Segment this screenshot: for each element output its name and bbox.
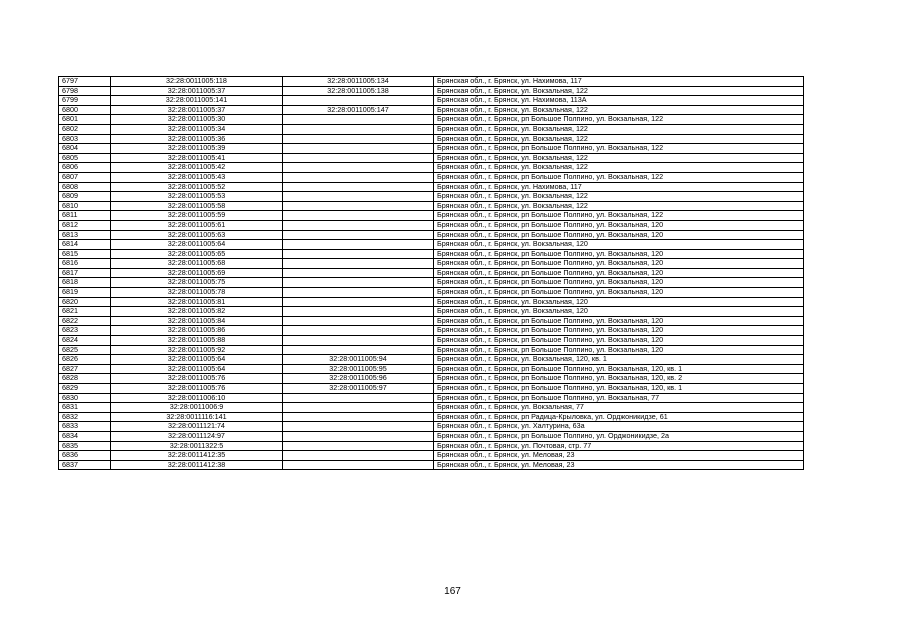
object-cadastral-number-cell (283, 220, 434, 230)
address-cell: Брянская обл., г. Брянск, рп Радица-Крыловка, ул. Орджоникидзе, 61 (434, 412, 804, 422)
table-row (59, 153, 804, 163)
table-row (59, 297, 804, 307)
row-number-cell: 6834 (59, 431, 111, 441)
row-number-cell: 6806 (59, 163, 111, 173)
table-row (59, 393, 804, 403)
parcel-cadastral-number-cell: 32:28:0011005:68 (111, 259, 283, 269)
table-row (59, 211, 804, 221)
row-number-cell: 6820 (59, 297, 111, 307)
address-cell: Брянская обл., г. Брянск, рп Большое Полпино, ул. Вокзальная, 120 (434, 259, 804, 269)
parcel-cadastral-number-cell: 32:28:0011005:76 (111, 384, 283, 394)
row-number-cell: 6800 (59, 105, 111, 115)
table-row (59, 431, 804, 441)
row-number-cell: 6804 (59, 144, 111, 154)
parcel-cadastral-number-cell: 32:28:0011005:42 (111, 163, 283, 173)
object-cadastral-number-cell: 32:28:0011005:94 (283, 355, 434, 365)
table-row (59, 201, 804, 211)
row-number-cell: 6824 (59, 336, 111, 346)
address-cell: Брянская обл., г. Брянск, рп Большое Полпино, ул. Вокзальная, 120 (434, 326, 804, 336)
table-body (59, 77, 804, 470)
table-row (59, 77, 804, 87)
row-number-cell: 6830 (59, 393, 111, 403)
address-cell: Брянская обл., г. Брянск, ул. Вокзальная, 77 (434, 403, 804, 413)
table-row (59, 288, 804, 298)
address-cell: Брянская обл., г. Брянск, ул. Халтурина, 63а (434, 422, 804, 432)
address-cell: Брянская обл., г. Брянск, рп Большое Полпино, ул. Вокзальная, 77 (434, 393, 804, 403)
table-row (59, 403, 804, 413)
row-number-cell: 6812 (59, 220, 111, 230)
object-cadastral-number-cell: 32:28:0011005:147 (283, 105, 434, 115)
table-row (59, 460, 804, 470)
parcel-cadastral-number-cell: 32:28:0011005:36 (111, 134, 283, 144)
object-cadastral-number-cell (283, 336, 434, 346)
parcel-cadastral-number-cell: 32:28:0011005:59 (111, 211, 283, 221)
parcel-cadastral-number-cell: 32:28:0011005:75 (111, 278, 283, 288)
table-row (59, 355, 804, 365)
object-cadastral-number-cell (283, 288, 434, 298)
table-row (59, 412, 804, 422)
object-cadastral-number-cell (283, 144, 434, 154)
parcel-cadastral-number-cell: 32:28:0011006:9 (111, 403, 283, 413)
object-cadastral-number-cell (283, 211, 434, 221)
table-row (59, 115, 804, 125)
object-cadastral-number-cell (283, 249, 434, 259)
row-number-cell: 6810 (59, 201, 111, 211)
table-row (59, 451, 804, 461)
object-cadastral-number-cell (283, 422, 434, 432)
object-cadastral-number-cell (283, 460, 434, 470)
address-cell: Брянская обл., г. Брянск, рп Большое Полпино, ул. Вокзальная, 120, кв. 1 (434, 384, 804, 394)
table-row (59, 163, 804, 173)
object-cadastral-number-cell (283, 431, 434, 441)
parcel-cadastral-number-cell: 32:28:0011005:88 (111, 336, 283, 346)
table-row (59, 134, 804, 144)
parcel-cadastral-number-cell: 32:28:0011005:30 (111, 115, 283, 125)
object-cadastral-number-cell (283, 96, 434, 106)
address-cell: Брянская обл., г. Брянск, рп Большое Полпино, ул. Вокзальная, 120 (434, 220, 804, 230)
parcel-cadastral-number-cell: 32:28:0011005:58 (111, 201, 283, 211)
object-cadastral-number-cell (283, 268, 434, 278)
parcel-cadastral-number-cell: 32:28:0011005:39 (111, 144, 283, 154)
parcel-cadastral-number-cell: 32:28:0011005:86 (111, 326, 283, 336)
address-cell: Брянская обл., г. Брянск, ул. Вокзальная, 122 (434, 192, 804, 202)
address-cell: Брянская обл., г. Брянск, ул. Вокзальная, 122 (434, 86, 804, 96)
parcel-cadastral-number-cell: 32:28:0011005:81 (111, 297, 283, 307)
row-number-cell: 6818 (59, 278, 111, 288)
table-row (59, 144, 804, 154)
row-number-cell: 6826 (59, 355, 111, 365)
object-cadastral-number-cell: 32:28:0011005:96 (283, 374, 434, 384)
row-number-cell: 6828 (59, 374, 111, 384)
table-row (59, 336, 804, 346)
row-number-cell: 6832 (59, 412, 111, 422)
address-cell: Брянская обл., г. Брянск, рп Большое Полпино, ул. Вокзальная, 122 (434, 172, 804, 182)
address-cell: Брянская обл., г. Брянск, рп Большое Полпино, ул. Вокзальная, 122 (434, 144, 804, 154)
address-cell: Брянская обл., г. Брянск, рп Большое Полпино, ул. Вокзальная, 122 (434, 211, 804, 221)
object-cadastral-number-cell (283, 192, 434, 202)
object-cadastral-number-cell: 32:28:0011005:97 (283, 384, 434, 394)
row-number-cell: 6805 (59, 153, 111, 163)
table-row (59, 326, 804, 336)
table-row (59, 374, 804, 384)
row-number-cell: 6807 (59, 172, 111, 182)
address-cell: Брянская обл., г. Брянск, ул. Вокзальная, 122 (434, 134, 804, 144)
object-cadastral-number-cell (283, 441, 434, 451)
address-cell: Брянская обл., г. Брянск, ул. Вокзальная, 120 (434, 297, 804, 307)
table-row (59, 249, 804, 259)
object-cadastral-number-cell (283, 240, 434, 250)
address-cell: Брянская обл., г. Брянск, рп Большое Полпино, ул. Вокзальная, 120 (434, 316, 804, 326)
row-number-cell: 6817 (59, 268, 111, 278)
address-cell: Брянская обл., г. Брянск, рп Большое Полпино, ул. Вокзальная, 122 (434, 115, 804, 125)
row-number-cell: 6815 (59, 249, 111, 259)
address-cell: Брянская обл., г. Брянск, ул. Вокзальная, 122 (434, 124, 804, 134)
object-cadastral-number-cell (283, 412, 434, 422)
address-cell: Брянская обл., г. Брянск, рп Большое Полпино, ул. Вокзальная, 120 (434, 345, 804, 355)
address-cell: Брянская обл., г. Брянск, рп Большое Полпино, ул. Вокзальная, 120 (434, 278, 804, 288)
row-number-cell: 6797 (59, 77, 111, 87)
table-row (59, 422, 804, 432)
table-row (59, 345, 804, 355)
object-cadastral-number-cell (283, 278, 434, 288)
address-cell: Брянская обл., г. Брянск, ул. Вокзальная, 120 (434, 307, 804, 317)
table-row (59, 96, 804, 106)
object-cadastral-number-cell (283, 451, 434, 461)
address-cell: Брянская обл., г. Брянск, рп Большое Полпино, ул. Вокзальная, 120 (434, 230, 804, 240)
object-cadastral-number-cell (283, 297, 434, 307)
parcel-cadastral-number-cell: 32:28:0011005:64 (111, 364, 283, 374)
parcel-cadastral-number-cell: 32:28:0011005:43 (111, 172, 283, 182)
object-cadastral-number-cell (283, 115, 434, 125)
table-row (59, 307, 804, 317)
address-cell: Брянская обл., г. Брянск, ул. Вокзальная, 120, кв. 1 (434, 355, 804, 365)
row-number-cell: 6822 (59, 316, 111, 326)
row-number-cell: 6836 (59, 451, 111, 461)
table-row (59, 182, 804, 192)
row-number-cell: 6803 (59, 134, 111, 144)
row-number-cell: 6814 (59, 240, 111, 250)
address-cell: Брянская обл., г. Брянск, рп Большое Полпино, ул. Вокзальная, 120 (434, 288, 804, 298)
row-number-cell: 6835 (59, 441, 111, 451)
object-cadastral-number-cell (283, 393, 434, 403)
parcel-cadastral-number-cell: 32:28:0011005:65 (111, 249, 283, 259)
address-cell: Брянская обл., г. Брянск, рп Большое Полпино, ул. Вокзальная, 120 (434, 249, 804, 259)
object-cadastral-number-cell (283, 307, 434, 317)
row-number-cell: 6816 (59, 259, 111, 269)
parcel-cadastral-number-cell: 32:28:0011005:78 (111, 288, 283, 298)
object-cadastral-number-cell (283, 316, 434, 326)
parcel-cadastral-number-cell: 32:28:0011005:34 (111, 124, 283, 134)
row-number-cell: 6808 (59, 182, 111, 192)
parcel-cadastral-number-cell: 32:28:0011005:69 (111, 268, 283, 278)
table-row (59, 86, 804, 96)
table-row (59, 192, 804, 202)
parcel-cadastral-number-cell: 32:28:0011412:35 (111, 451, 283, 461)
object-cadastral-number-cell (283, 153, 434, 163)
row-number-cell: 6823 (59, 326, 111, 336)
object-cadastral-number-cell (283, 134, 434, 144)
address-cell: Брянская обл., г. Брянск, ул. Почтовая, стр. 77 (434, 441, 804, 451)
parcel-cadastral-number-cell: 32:28:0011005:82 (111, 307, 283, 317)
row-number-cell: 6798 (59, 86, 111, 96)
row-number-cell: 6821 (59, 307, 111, 317)
table-row (59, 124, 804, 134)
object-cadastral-number-cell (283, 182, 434, 192)
parcel-cadastral-number-cell: 32:28:0011005:64 (111, 240, 283, 250)
parcel-cadastral-number-cell: 32:28:0011005:41 (111, 153, 283, 163)
object-cadastral-number-cell (283, 124, 434, 134)
address-cell: Брянская обл., г. Брянск, ул. Вокзальная, 122 (434, 163, 804, 173)
object-cadastral-number-cell: 32:28:0011005:95 (283, 364, 434, 374)
cadastral-registry-table (58, 76, 804, 470)
table-row (59, 364, 804, 374)
address-cell: Брянская обл., г. Брянск, ул. Меловая, 23 (434, 460, 804, 470)
row-number-cell: 6819 (59, 288, 111, 298)
table-row (59, 384, 804, 394)
address-cell: Брянская обл., г. Брянск, рп Большое Полпино, ул. Орджоникидзе, 2а (434, 431, 804, 441)
row-number-cell: 6829 (59, 384, 111, 394)
row-number-cell: 6837 (59, 460, 111, 470)
table-row (59, 230, 804, 240)
parcel-cadastral-number-cell: 32:28:0011124:97 (111, 431, 283, 441)
address-cell: Брянская обл., г. Брянск, ул. Вокзальная, 120 (434, 240, 804, 250)
table-row (59, 172, 804, 182)
address-cell: Брянская обл., г. Брянск, рп Большое Полпино, ул. Вокзальная, 120 (434, 336, 804, 346)
row-number-cell: 6827 (59, 364, 111, 374)
object-cadastral-number-cell: 32:28:0011005:134 (283, 77, 434, 87)
row-number-cell: 6831 (59, 403, 111, 413)
object-cadastral-number-cell (283, 326, 434, 336)
parcel-cadastral-number-cell: 32:28:0011322:5 (111, 441, 283, 451)
table-row (59, 278, 804, 288)
parcel-cadastral-number-cell: 32:28:0011005:92 (111, 345, 283, 355)
parcel-cadastral-number-cell: 32:28:0011005:118 (111, 77, 283, 87)
parcel-cadastral-number-cell: 32:28:0011005:141 (111, 96, 283, 106)
address-cell: Брянская обл., г. Брянск, ул. Нахимова, 117 (434, 77, 804, 87)
address-cell: Брянская обл., г. Брянск, ул. Вокзальная, 122 (434, 105, 804, 115)
parcel-cadastral-number-cell: 32:28:0011005:61 (111, 220, 283, 230)
object-cadastral-number-cell (283, 230, 434, 240)
parcel-cadastral-number-cell: 32:28:0011005:76 (111, 374, 283, 384)
address-cell: Брянская обл., г. Брянск, рп Большое Полпино, ул. Вокзальная, 120 (434, 268, 804, 278)
row-number-cell: 6813 (59, 230, 111, 240)
parcel-cadastral-number-cell: 32:28:0011005:37 (111, 86, 283, 96)
address-cell: Брянская обл., г. Брянск, ул. Меловая, 23 (434, 451, 804, 461)
parcel-cadastral-number-cell: 32:28:0011005:37 (111, 105, 283, 115)
row-number-cell: 6825 (59, 345, 111, 355)
row-number-cell: 6809 (59, 192, 111, 202)
object-cadastral-number-cell (283, 403, 434, 413)
row-number-cell: 6802 (59, 124, 111, 134)
page-number: 167 (444, 586, 461, 597)
address-cell: Брянская обл., г. Брянск, ул. Нахимова, 113А (434, 96, 804, 106)
object-cadastral-number-cell (283, 345, 434, 355)
object-cadastral-number-cell: 32:28:0011005:138 (283, 86, 434, 96)
table-row (59, 268, 804, 278)
address-cell: Брянская обл., г. Брянск, рп Большое Полпино, ул. Вокзальная, 120, кв. 2 (434, 374, 804, 384)
object-cadastral-number-cell (283, 163, 434, 173)
table-row (59, 441, 804, 451)
object-cadastral-number-cell (283, 172, 434, 182)
table-row (59, 316, 804, 326)
row-number-cell: 6801 (59, 115, 111, 125)
address-cell: Брянская обл., г. Брянск, ул. Вокзальная, 122 (434, 201, 804, 211)
parcel-cadastral-number-cell: 32:28:0011005:84 (111, 316, 283, 326)
parcel-cadastral-number-cell: 32:28:0011005:53 (111, 192, 283, 202)
row-number-cell: 6811 (59, 211, 111, 221)
row-number-cell: 6833 (59, 422, 111, 432)
table-row (59, 105, 804, 115)
address-cell: Брянская обл., г. Брянск, рп Большое Полпино, ул. Вокзальная, 120, кв. 1 (434, 364, 804, 374)
address-cell: Брянская обл., г. Брянск, ул. Нахимова, 117 (434, 182, 804, 192)
parcel-cadastral-number-cell: 32:28:0011005:52 (111, 182, 283, 192)
parcel-cadastral-number-cell: 32:28:0011412:38 (111, 460, 283, 470)
parcel-cadastral-number-cell: 32:28:0011006:10 (111, 393, 283, 403)
address-cell: Брянская обл., г. Брянск, ул. Вокзальная, 122 (434, 153, 804, 163)
row-number-cell: 6799 (59, 96, 111, 106)
parcel-cadastral-number-cell: 32:28:0011005:63 (111, 230, 283, 240)
object-cadastral-number-cell (283, 259, 434, 269)
parcel-cadastral-number-cell: 32:28:0011121:74 (111, 422, 283, 432)
table-row (59, 259, 804, 269)
parcel-cadastral-number-cell: 32:28:0011116:141 (111, 412, 283, 422)
table-row (59, 240, 804, 250)
object-cadastral-number-cell (283, 201, 434, 211)
parcel-cadastral-number-cell: 32:28:0011005:64 (111, 355, 283, 365)
table-row (59, 220, 804, 230)
